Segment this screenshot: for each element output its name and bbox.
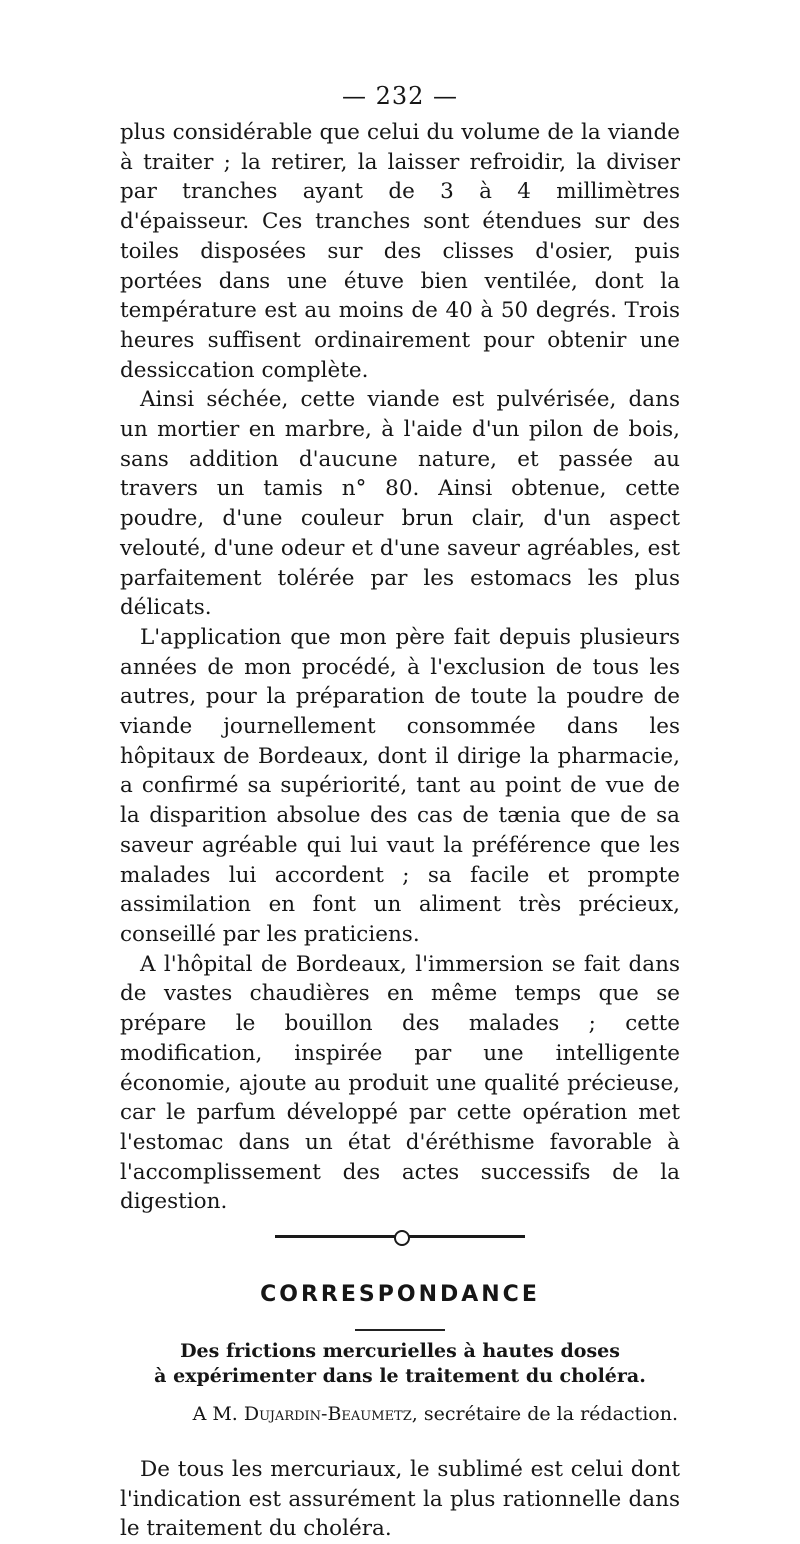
ornamental-divider (275, 1235, 525, 1238)
address-suffix: , secrétaire de la rédaction. (411, 1403, 678, 1426)
article-subtitle (120, 1339, 680, 1389)
address-prefix: A M. (192, 1403, 238, 1426)
divider-ornament-icon (394, 1230, 410, 1246)
subtitle-line-1: Des frictions mercurielles à hautes doses (180, 1340, 620, 1363)
subtitle-line-2: à expérimenter dans le traitement du choléra. (154, 1365, 646, 1388)
section-title: CORRESPONDANCE (260, 1282, 540, 1308)
address-name: Dujardin-Beaumetz (243, 1403, 412, 1426)
page-number: — 232 — (341, 82, 459, 110)
paragraph-hopital: A l'hôpital de Bordeaux, l'immersion se fait dans de vastes chaudières en même temps que se prépare le bouillon des malades ; cette modification, inspirée par une intelligente économie, ajoute au produit une qualité précieuse, car le parfum développé par cette opération met l'estomac dans un état d'éréthisme favorable à l'accomplissement des actes successifs de la digestion. (120, 951, 680, 1215)
paragraph-dessiccation: plus considérable que celui du volume de la viande à traiter ; la retirer, la laisser refroidir, la diviser par tranches ayant de 3 à 4 millimètres d'épaisseur. Ces tranches sont étendues sur des toiles disposées sur des clisses d'osier, puis portées dans une étuve bien ventilée, dont la température est au moins de 40 à 50 degrés. Trois heures suffisent ordinairement pour obtenir une dessiccation complète. (120, 120, 680, 383)
paragraph-pulverisation: Ainsi séchée, cette viande est pulvérisée, dans un mortier en marbre, à l'aide d'un pilon de bois, sans addition d'aucune nature, et passée au travers un tamis n° 80. Ainsi obtenue, cette poudre, d'une couleur brun clair, d'un aspect velouté, d'une odeur et d'une saveur agréables, est parfaitement tolérée par les estomacs les plus délicats. (120, 387, 680, 621)
title-underline (355, 1329, 445, 1331)
paragraph-application: L'application que mon père fait depuis plusieurs années de mon procédé, à l'exclusion de tous les autres, pour la préparation de toute la poudre de viande journellement consommée dans les hôpitaux de Bordeaux, dont il dirige la pharmacie, a confirmé sa supériorité, tant au point de vue de la disparition absolue des cas de tænia que de sa saveur agréable qui lui vaut la préférence que les malades lui accordent ; sa facile et prompte assimilation en font un aliment très précieux, conseillé par les praticiens. (120, 624, 680, 947)
letter-address (120, 1403, 680, 1425)
document-page (120, 82, 680, 1544)
paragraph-opening: De tous les mercuriaux, le sublimé est celui dont l'indication est assurément la plus rationnelle dans le traitement du choléra. (120, 1457, 680, 1542)
